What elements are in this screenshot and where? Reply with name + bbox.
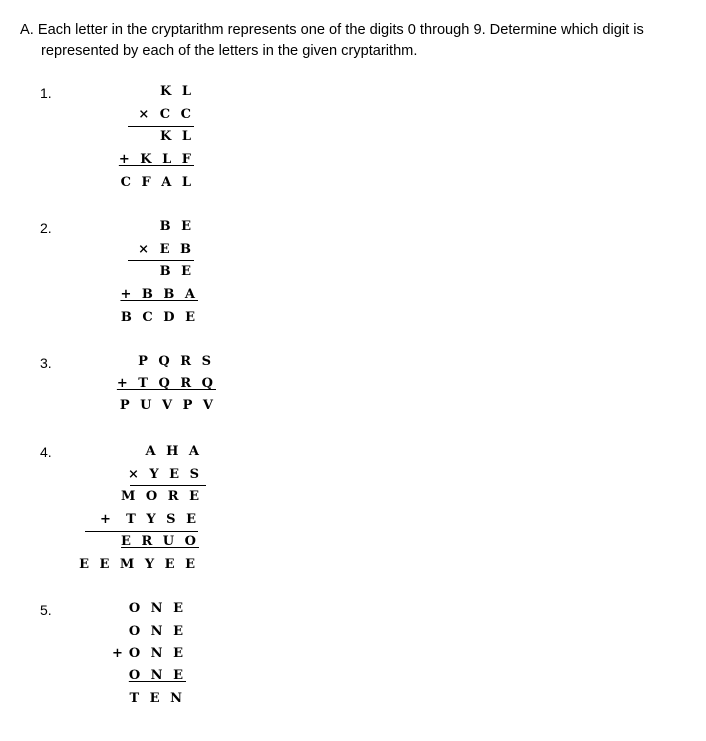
problem-2-row-4: + B B A [120, 287, 198, 302]
problem-4-rule-1 [130, 485, 206, 486]
instructions-line-2: represented by each of the letters in the given cryptarithm. [41, 43, 418, 59]
problem-1-row-1: K L [160, 84, 194, 99]
problem-5-plus-sign: + [112, 646, 126, 661]
problem-4-plus-sign: + [100, 512, 114, 527]
problem-4-rule-2 [85, 531, 198, 532]
problem-2-row-1: B E [159, 219, 194, 234]
problem-2-row-3: B E [159, 264, 194, 279]
problem-2-number: 2. [40, 220, 52, 236]
problem-2-row-5: B C D E [120, 310, 198, 325]
problem-5-row-2: O N E [128, 624, 186, 639]
problem-4-row-5: E R U O [121, 534, 199, 549]
problem-2-rule-1 [128, 260, 194, 261]
problem-1-rule-1 [128, 126, 194, 127]
problem-4-number: 4. [40, 444, 52, 460]
problem-1-number: 1. [40, 85, 52, 101]
problem-4-row-3: M O R E [120, 489, 202, 504]
problem-1-row-5: C F A L [120, 175, 194, 190]
problem-4-row-2: × Y E S [127, 467, 202, 482]
problem-4-row-1: A H A [145, 444, 202, 459]
instructions-line-1: A. Each letter in the cryptarithm represents one of the digits 0 through 9. Determine which digit is [20, 22, 644, 38]
instructions [20, 20, 700, 62]
problem-1-row-3: K L [160, 129, 194, 144]
problem-3-row-1: P Q R S [138, 354, 214, 369]
problem-4-row-6: E E M Y E E [79, 557, 198, 572]
problem-2-row-2: × E B [138, 242, 194, 257]
problem-3-row-3: P U V P V [119, 398, 216, 413]
problem-1-row-2: × C C [138, 107, 194, 122]
problem-5-number: 5. [40, 602, 52, 618]
problem-3-number: 3. [40, 355, 52, 371]
problem-1-row-4: + K L F [118, 152, 194, 167]
problem-3-row-2: + T Q R Q [116, 376, 216, 391]
problem-5-row-1: O N E [128, 601, 186, 616]
problem-5-row-3: O N E [128, 646, 186, 661]
problem-5-row-5: T E N [129, 691, 185, 706]
problem-4-row-4: T Y S E [126, 512, 199, 527]
problem-5-row-4: O N E [128, 668, 186, 683]
